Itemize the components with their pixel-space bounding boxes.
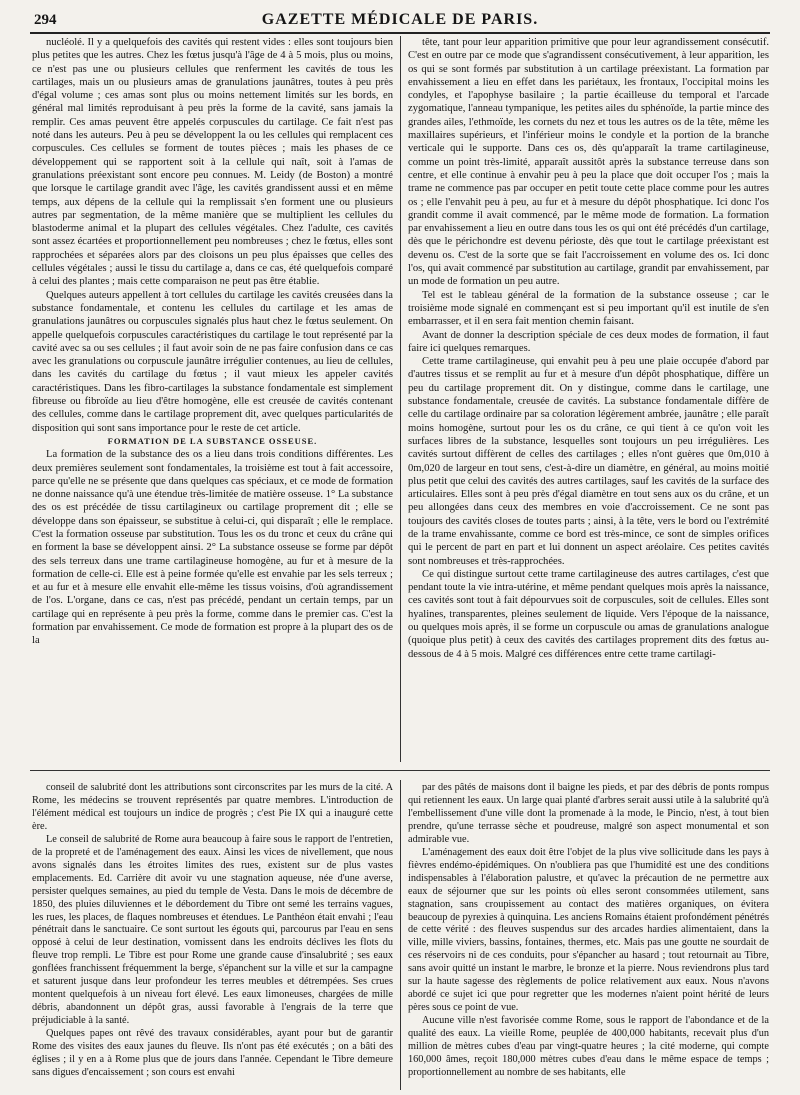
paragraph: conseil de salubrité dont les attributions sont circonscrites par les murs de la cité. A Rome, les médecins se trouvent représentés par quatre membres. L'introduction de l'élément médical est toujours un indice de progrès ; c'est Pie IX qui a inauguré cette ère.: [32, 782, 393, 832]
paragraph: Avant de donner la description spéciale de ces deux modes de formation, il faut faire ici quelques remarques.: [408, 329, 769, 354]
article-column-right: [408, 36, 769, 762]
page-title: GAZETTE MÉDICALE DE PARIS.: [261, 11, 539, 28]
section-heading: FORMATION DE LA SUBSTANCE OSSEUSE.: [107, 435, 318, 446]
page-number: 294: [34, 12, 57, 28]
section-divider: [30, 770, 770, 771]
feuilleton-column-right: [408, 782, 769, 1092]
column-divider: [400, 780, 401, 1090]
feuilleton-column-left: [32, 782, 393, 1092]
paragraph: tête, tant pour leur apparition primitive que pour leur agrandissement consécutif. C'est en outre par ce mode que s'agrandissent consécutivement, à leur apparition, les os qui se sont formés par substitution à un cartilage préexistant. La formation par envahissement a lieu en effet dans les pariétaux, les frontaux, l'occipital moins les condyles, et l'apophyse basilaire ; la partie écailleuse du temporal et l'arcade zygomatique, l'anneau tympanique, les petites ailes du sphénoïde, la partie mince des grandes ailes, l'ethmoïde, les cornets du nez et tous les autres os de la tête, même les maxillaires supérieurs, et l'inférieur moins le condyle et la portion de la branche verticale qui le supporte. Dans ces os, dès qu'apparaît la trame cartilagineuse, comme un point très-limité, apparaît aussitôt après la substance terreuse dans son centre, et elle continue à envahir peu à peu la place que doit occuper l'os ; mais la trame ne commence pas par occuper en petit toute cette place comme pour les autres os ; elle l'envahit peu à peu, au fur et à mesure du dépôt phosphatique. Ici donc l'os grandit comme il avait commencé, par le même mode de formation. La formation par envahissement a lieu en outre dans tous les os qui ont été précédés d'un cartilage, dès que le périchondre est devenu périoste, dès que tout le cartilage préexistant est devenu os. C'est de la sorte que se fait l'accroissement en volume des os. Ici donc l'os, qui avait commencé par substitution au cartilage, grandit par envahissement, par un mode de formation un peu autre.: [408, 37, 769, 288]
paragraph: nucléolé. Il y a quelquefois des cavités qui restent vides : elles sont toujours bien plus petites que les autres. Chez les fœtus jusqu'à l'âge de 4 à 5 mois, plus ou moins, ce n'est pas une ou plusieurs cellules que renferment les cavités de tous les cartilages, mais un ou plusieurs amas de granulations jaunâtres, toutes à peu près d'égal volume ; ces amas sont plus ou moins nettement limités sur les bords, en général mal limités reproduisant à peu près la forme de la cavité, sans jamais la remplir. Ces amas peuvent être appelés corpuscules du cartilage. Ce fait n'est pas noté dans les auteurs. Peu à peu se développent la ou les cellules qui remplacent ces corpuscules. Ces cellules se forment de toutes pièces ; mais les phases de ce développement qui se rapportent soit à la cellule qui naît, soit à l'amas de granulations préexistant sont encore peu connues. M. Leidy (de Boston) a montré que lorsque le cartilage grandit avec l'âge, les cavités grandissent aussi et en même temps, aux dépens de la cellule qui la remplissait s'en forment une ou plusieurs autres par segmentation, de la même manière que se multiplient les cellules du blastoderme animal et la plupart des cellules végétales. Chez l'adulte, ces cavités sont assez écartées et proportionnellement peu nombreuses ; chez le fœtus, elles sont rapprochées et séparées alors par des cloisons un peu plus épaisses que celles des cellules végétales ; aussi le tissu du cartilage a, dans ce cas, été quelquefois comparé à celui des plantes ; mais cette comparaison ne peut pas être établie.: [32, 37, 393, 288]
paragraph: Aucune ville n'est favorisée comme Rome, sous le rapport de l'abondance et de la qualité des eaux. La vieille Rome, peuplée de 400,000 habitants, recevait plus d'un million de mètres cubes d'eau par vingt-quatre heures ; la cité moderne, qui compte 160,000 âmes, reçoit 180,000 mètres cubes d'eau dans le même espace de temps ; proportionnellement au nombre de ses habitants, elle: [408, 1015, 769, 1078]
paragraph: Le conseil de salubrité de Rome aura beaucoup à faire sous le rapport de l'entretien, de la propreté et de l'aménagement des eaux. Ainsi les vices de nivellement, que nous avons signalés dans les étroites limites des rues, existent sur de plus vastes emplacements. Ed. Carrière dit avoir vu une stagnation aqueuse, née d'une averse, persister quelques semaines, au pied du temple de Vesta. Dans le mois de décembre de 1850, des pluies diluviennes et le débordement du Tibre ont semé les terrains vagues, les rues, les places, de flaques nombreuses et étendues. Le Panthéon était envahi ; l'eau pénétrait dans le sanctuaire. Ce sont surtout les égouts qui, parcourus par l'eau en sens opposé à celui de leur destination, vomissent dans les endroits déclives les flots du fleuve trop rempli. Le Tibre est pour Rome une grande cause d'insalubrité ; ses eaux gonflées franchissent fréquemment la berge, s'épanchent sur la ville et sur la campagne et saturent jusque dans leur profondeur les terres meubles et détrempées. Ses crues montent quelquefois à un niveau fort élevé. Les eaux limoneuses, chargées de mille débris, abandonnent un dépôt gras, aussi favorable à l'engrais de la terre que préjudiciable à la santé.: [32, 833, 393, 1027]
paragraph: La formation de la substance des os a lieu dans trois conditions différentes. Les deux premières seulement sont fondamentales, la troisième est tout à fait accessoire, parce qu'elle ne se présente que dans quelques cas spéciaux, et ce mode de formation ne donne naissance qu'à une étendue très-limitée de matière osseuse. 1° La substance des os est précédée de tissu cartilagineux ou cartilage proprement dit ; elle se développe dans son épaisseur, se substitue à celui-ci, qui disparaît ; elle le remplace. C'est la formation osseuse par substitution. Tous les os du tronc et ceux du crâne qui en forment la base se développent ainsi. 2° La substance osseuse se forme par dépôt des sels terreux dans une trame cartilagineuse homogène, au fur et à mesure de la formation de celle-ci. Elle est à peine formée qu'elle est envahie par les sels terreux ; et au fur et à mesure elle envahit elle-même les tissus voisins, d'où agrandissement de l'os. L'organe, dans ce cas, n'est pas précédé, pendant un certain temps, par un cartilage qui en représente à peu près la forme, comme dans le premier cas. C'est la formation par envahissement. Ce mode de formation est propre à la plupart des os de la: [32, 449, 393, 647]
page-header: [30, 8, 770, 34]
paragraph: Quelques papes ont rêvé des travaux considérables, ayant pour but de garantir Rome des visites des eaux jaunes du fleuve. Ils n'ont pas été exécutés ; on a bâti des églises ; il y en a à Rome plus que de jours dans l'année. Cependant le Tibre demeure sans digues d'encaissement ; son cours est envahi: [32, 1028, 393, 1078]
paragraph: Tel est le tableau général de la formation de la substance osseuse ; car le troisième mode signalé en commençant est si peu important qu'il est inutile de s'en embarrasser, et il en sera fait mention chemin faisant.: [408, 289, 769, 328]
paragraph: Quelques auteurs appellent à tort cellules du cartilage les cavités creusées dans la substance fondamentale, et contenu les cellules du cartilage et les amas de granulations jaunâtres ou corpuscules signalés plus haut chez le fœtus seulement. On appelle quelquefois corpuscules caractéristiques du cartilage le tout représenté par la cavité avec sa ou ses cellules ; il faut avoir soin de ne pas faire confusion dans ce cas avec les granulations ou corpuscule jaunâtre irrégulier contenues, au lieu de cellules, dans les cavités du cartilage du fœtus ; il vaut mieux les appeler cavités caractéristiques. Dans les fibro-cartilages la substance fondamentale est simplement fibreuse ou fibroïde au lieu d'être homogène, elle est creusée de cavités contenant des cellules, comme dans le cartilage proprement dit, avec quelques particularités de disposition qui sont sans importance pour le reste de cet article.: [32, 289, 393, 434]
column-divider: [400, 36, 401, 762]
article-column-left: [32, 36, 393, 762]
paragraph: Cette trame cartilagineuse, qui envahit peu à peu une plaie occupée d'abord par d'autres tissus et se remplit au fur et à mesure d'un dépôt phosphatique, diffère un peu du cartilage proprement dit. On y distingue, comme dans le cartilage, une substance fondamentale, creusée de cavités. La substance fondamentale diffère de celle du cartilage ordinaire par sa coloration légèrement ambrée, jaunâtre ; elle paraît moins homogène, surtout pour les os du crâne, ce qui tient à ce qu'on voit les surfaces libres de la substance, lesquelles sont toujours un peu irrégulières. Les cavités surtout diffèrent de celles des cartilages ; elles n'ont guères que 0m,010 à 0m,020 de largeur en tout sens, c'est-à-dire un diamètre, en général, au moins moitié plus petit que celui des cavités des autres cartilages, sauf les cavités de la surface des articulaires. Elles sont à peu près d'égal diamètre en tout sens aux os du crâne, et un peu allongées dans ceux des membres en voie d'accroissement. Ce ne sont pas toujours des cavités closes de toutes parts ; ainsi, à la tête, vers le bord ou l'extrémité de la trame envahissante, comme ce bord est très-mince, ce sont de simples orifices qui le percent de part en part et lui donnent un aspect aréolaire. Ces petites cavités sont nombreuses et très-rapprochées.: [408, 356, 769, 567]
paragraph: par des pâtés de maisons dont il baigne les pieds, et par des débris de ponts rompus qui retiennent les eaux. Un large quai planté d'arbres serait aussi utile à la salubrité qu'à l'embellissement d'une ville dont la promenade à la mode, le Pincio, n'est, à tout bien prendre, qu'une terrasse sèche et poudreuse, malgré son aspect monumental et son admirable vue.: [408, 782, 769, 845]
paragraph: L'aménagement des eaux doit être l'objet de la plus vive sollicitude dans les pays à fièvres endémo-épidémiques. On n'oubliera pas que l'humidité est une des conditions indispensables à l'élaboration palustre, et qu'avec la précaution de ne permettre aux eaux de séjourner que sur les points où elles seront consommées utilement, sans stagnation, sans croupissement au contact des matières organiques, on évitera beaucoup de pyrexies à quinquina. Les anciens Romains étaient profondément pénétrés de cette vérité : des fleuves suspendus sur des arcades hardies alimentaient, dans la ville, mille viviers, bassins, fontaines, thermes, etc. Mais pas une goutte ne sourdait de ces réservoirs ni de ces conduits, pour s'épancher au hasard ; tout retournait au Tibre, sans avoir quitté un instant le marbre, le bronze et la pierre. Nous reviendrons plus tard sur la haute sagesse des règlements de police relativement aux eaux. Nous n'avons abordé ce sujet ici que pour regretter que les modernes n'aient point hérité de leurs pères sous ce point de vue.: [408, 846, 769, 1014]
paragraph: Ce qui distingue surtout cette trame cartilagineuse des autres cartilages, c'est que pendant toute la vie intra-utérine, et même pendant quelques mois après la naissance, ces cavités sont tout à fait dépourvues soit de corpuscules, soit de cellules. Elles sont hyalines, transparentes, pleines seulement de liquide. Vers l'époque de la naissance, ou quelques mois après, il se forme un corpuscule ou amas de granulations analogue (quoique plus petit) à ceux des cavités des cartilages proprement dits des fœtus au-dessous de 4 à 5 mois. Malgré ces différences entre cette trame cartilagi-: [408, 568, 769, 660]
